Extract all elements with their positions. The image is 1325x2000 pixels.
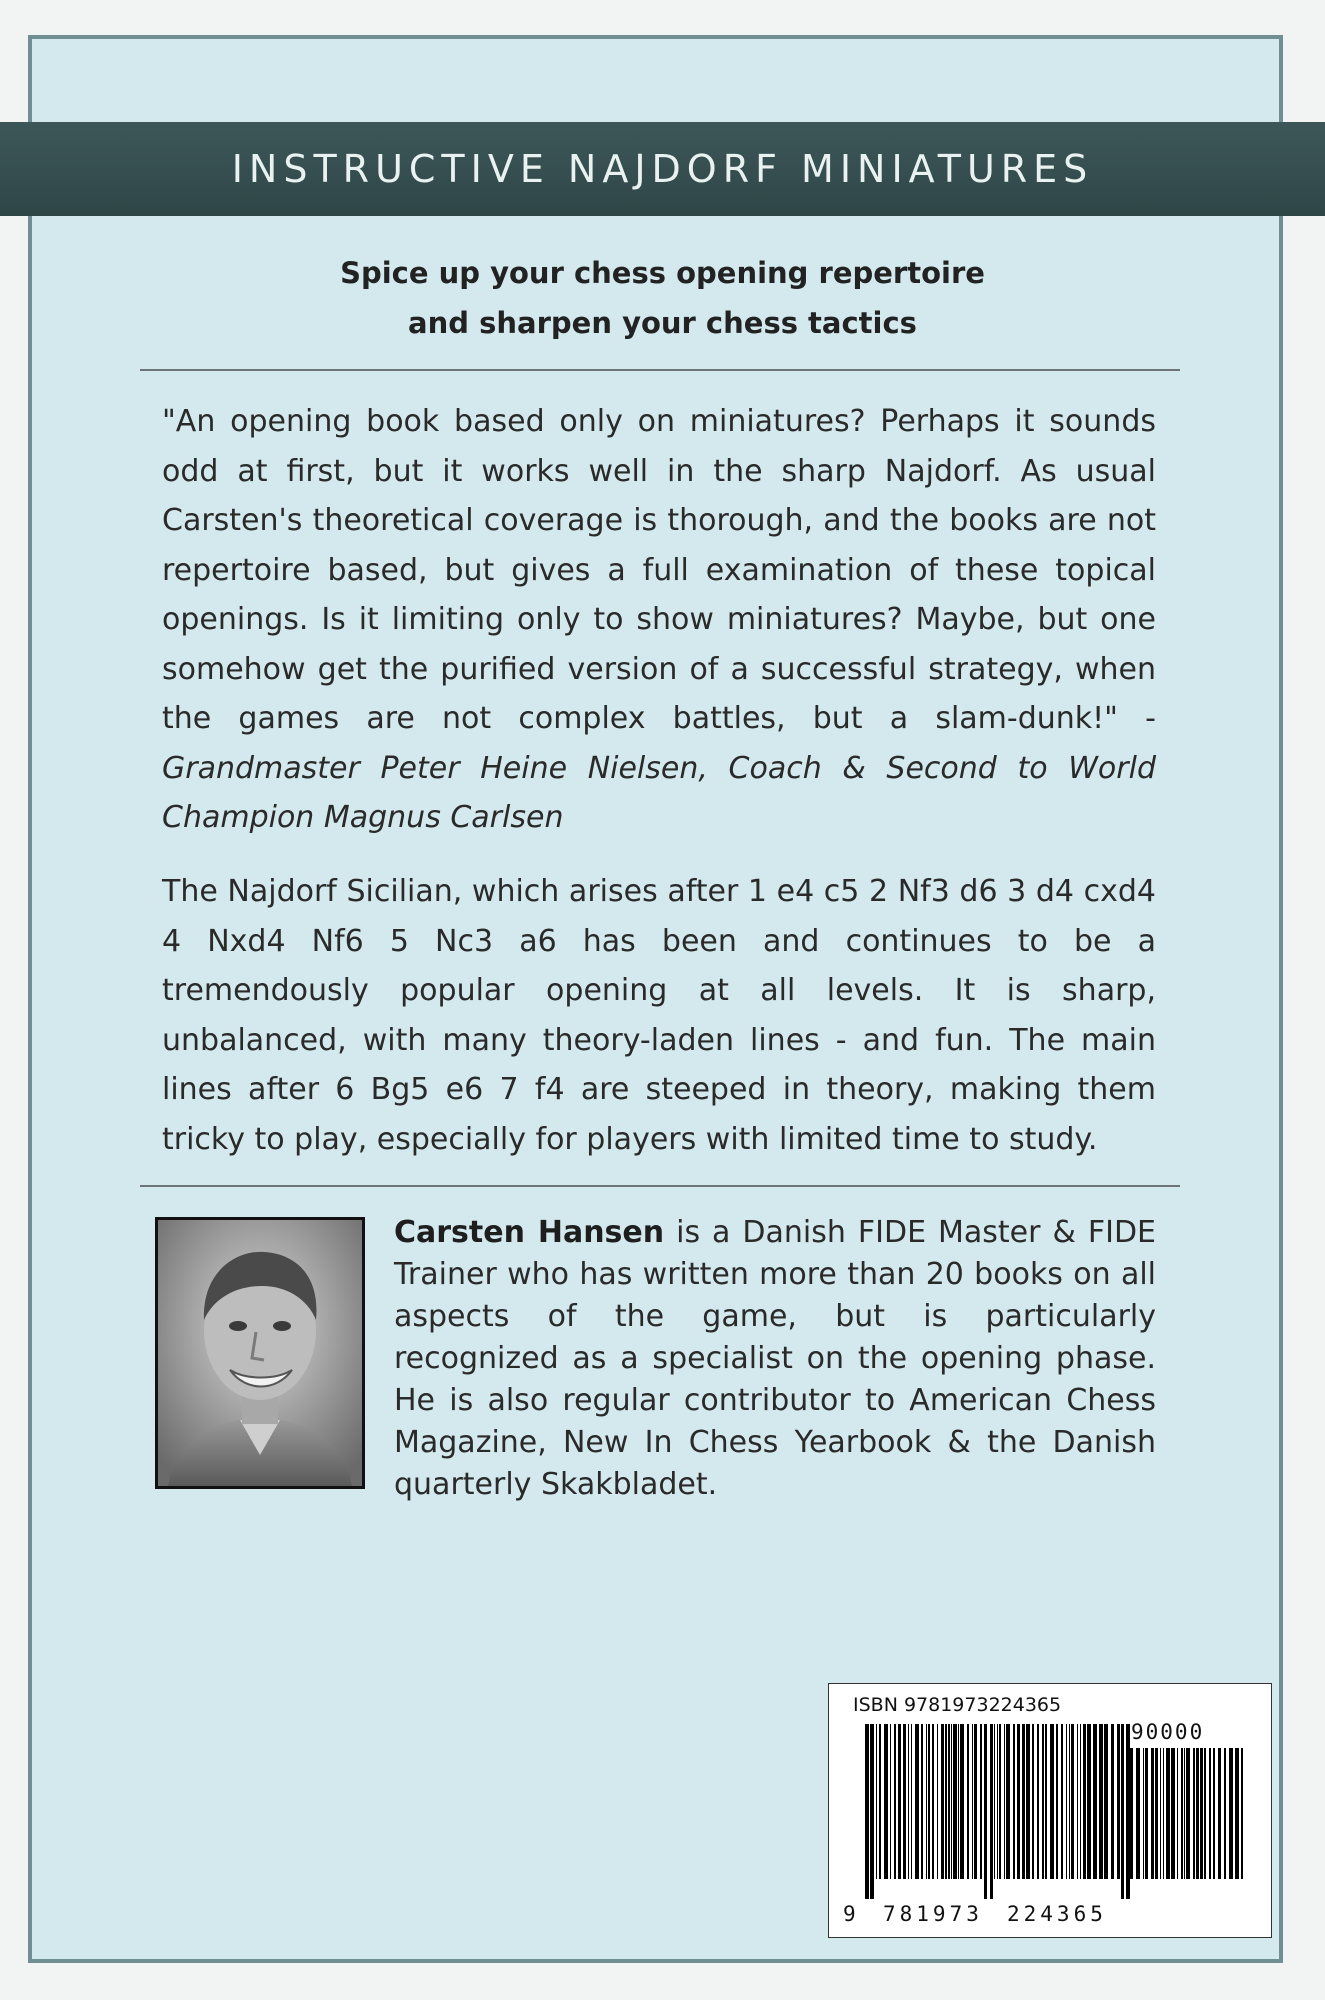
barcode-bar <box>958 1724 959 1879</box>
barcode-bar <box>1163 1748 1164 1879</box>
barcode-bar <box>865 1724 869 1899</box>
barcode-bar <box>1037 1724 1039 1879</box>
barcode-bar <box>876 1724 877 1879</box>
barcode-bar <box>1155 1748 1158 1879</box>
barcode-bar <box>1224 1748 1226 1879</box>
barcode-bar <box>984 1724 987 1899</box>
addon-barcode <box>1127 1748 1247 1899</box>
barcode-bar <box>1066 1724 1067 1879</box>
barcode-bar <box>937 1724 938 1879</box>
barcode-box <box>828 1683 1272 1938</box>
barcode-bar <box>1050 1724 1054 1879</box>
barcode-bar <box>1160 1748 1161 1879</box>
barcode-bar <box>926 1724 927 1879</box>
barcode-bar <box>1121 1724 1124 1899</box>
barcode-bar <box>999 1724 1001 1879</box>
barcode-bar <box>1229 1748 1233 1879</box>
tagline-line-1: Spice up your chess opening repertoire <box>340 256 985 290</box>
barcode-bar <box>960 1724 964 1879</box>
barcode-bar <box>1061 1724 1063 1879</box>
barcode-bar <box>1080 1724 1081 1879</box>
barcode-bar <box>1032 1724 1034 1879</box>
barcode-bar <box>1006 1724 1010 1879</box>
author-photo <box>155 1217 365 1489</box>
barcode-bar <box>898 1724 901 1879</box>
barcode-bar <box>1136 1748 1140 1879</box>
book-title: INSTRUCTIVE NAJDORF MINIATURES <box>231 147 1094 191</box>
author-name: Carsten Hansen <box>394 1215 665 1250</box>
quote-attribution: Grandmaster Peter Heine Nielsen, Coach & Second to World Champion Magnus Carlsen <box>162 750 1156 835</box>
barcode-bar <box>1213 1748 1215 1879</box>
barcode-bar <box>994 1724 995 1879</box>
barcode-bar <box>980 1724 982 1879</box>
barcode-bar <box>921 1724 923 1879</box>
barcode-bar <box>1093 1724 1097 1879</box>
barcode-bar <box>972 1724 973 1879</box>
barcode-bar <box>990 1724 993 1899</box>
barcode-bar <box>915 1724 919 1879</box>
barcode-bar <box>903 1724 906 1879</box>
barcode-bar <box>1209 1748 1211 1879</box>
barcode-bar <box>932 1724 934 1879</box>
divider-top <box>140 369 1180 371</box>
barcode-bar <box>1145 1748 1148 1879</box>
barcode-bar <box>1193 1748 1195 1879</box>
barcode-bar <box>997 1724 998 1879</box>
ean-left-group: 781973 <box>883 1902 983 1926</box>
barcode-bar <box>1241 1748 1243 1879</box>
barcode-bar <box>1004 1724 1005 1879</box>
barcode-bar <box>884 1724 888 1879</box>
barcode-bar <box>1071 1724 1074 1879</box>
barcode-bar <box>1111 1724 1114 1879</box>
barcode-bar <box>1017 1724 1020 1879</box>
tagline-line-2: and sharpen your chess tactics <box>408 306 917 340</box>
barcode-bar <box>1129 1748 1133 1879</box>
barcode-bar <box>1013 1724 1015 1879</box>
barcode-bar <box>1218 1748 1221 1879</box>
barcode-bar <box>1200 1748 1203 1879</box>
barcode-bar <box>928 1724 930 1879</box>
barcode-bar <box>967 1724 969 1879</box>
barcode-bar <box>1143 1748 1144 1879</box>
author-portrait-image <box>158 1220 362 1486</box>
barcode-bar <box>1069 1724 1070 1879</box>
barcode-bar <box>1184 1748 1185 1879</box>
barcode-bar <box>1186 1748 1190 1879</box>
barcode-bar <box>951 1724 952 1879</box>
ean-right-group: 224365 <box>1007 1902 1107 1926</box>
barcode-bar <box>953 1724 957 1879</box>
barcode-bar <box>1166 1748 1170 1879</box>
title-band <box>0 122 1325 216</box>
addon-digits: 90000 <box>1131 1720 1205 1744</box>
barcode-bar <box>1181 1748 1183 1879</box>
barcode-bar <box>1083 1724 1086 1879</box>
barcode-bar <box>1117 1724 1120 1879</box>
book-description: The Najdorf Sicilian, which arises after 1 e4 c5 2 Nf3 d6 3 d4 cxd4 4 Nxd4 Nf6 5 Nc3 a6 has been and continues to be a tremendously popular opening at all levels. It is sharp, unbalanced, with many theory-laden lines - and fun. The main lines after 6 Bg5 e6 7 f4 are steeped in theory, making them tricky to play, especially for players with limited time to study. <box>162 874 1156 1157</box>
ean-barcode <box>863 1724 1135 1899</box>
barcode-bar <box>1042 1724 1044 1879</box>
barcode-bar <box>1196 1748 1199 1879</box>
barcode-bar <box>1077 1724 1078 1879</box>
barcode-bar <box>1104 1724 1108 1879</box>
barcode-bar <box>941 1724 944 1879</box>
barcode-bar <box>908 1724 909 1879</box>
isbn-label: ISBN 9781973224365 <box>853 1694 1062 1716</box>
barcode-bar <box>1099 1724 1103 1879</box>
endorsement-quote <box>162 397 1156 843</box>
barcode-bar <box>879 1724 881 1879</box>
barcode-bar <box>1045 1724 1047 1879</box>
barcode-bar <box>1204 1748 1206 1879</box>
barcode-bar <box>1056 1724 1058 1879</box>
author-bio-text: is a Danish FIDE Master & FIDE Trainer who has written more than 20 books on all aspects of the game, but is particularly recognized as a specialist on the opening phase. He is also regular contributor to American Chess Magazine, New In Chess Yearbook & the Danish quarterly Skakbladet. <box>394 1215 1156 1502</box>
divider-bottom <box>140 1185 1180 1187</box>
barcode-bar <box>1177 1748 1178 1879</box>
barcode-bar <box>911 1724 912 1879</box>
barcode-bar <box>1026 1724 1030 1879</box>
ean-first-digit: 9 <box>843 1902 856 1926</box>
barcode-bar <box>894 1724 896 1879</box>
barcode-bar <box>945 1724 947 1879</box>
barcode-bar <box>870 1724 874 1899</box>
quote-text: "An opening book based only on miniatures? Perhaps it sounds odd at first, but it works well in the sharp Najdorf. As usual Carsten's theoretical coverage is thorough, and the books are not repertoire based, but gives a full examination of these topical openings. Is it limiting only to show miniatures? Maybe, but one somehow get the purified version of a successful strategy, when the games are not complex battles, but a slam-dunk!" - <box>162 404 1156 736</box>
barcode-bar <box>1022 1724 1025 1879</box>
barcode-bar <box>1235 1748 1239 1879</box>
author-bio <box>394 1212 1156 1506</box>
barcode-bar <box>890 1724 891 1879</box>
barcode-bar <box>1151 1748 1154 1879</box>
barcode-bar <box>974 1724 977 1879</box>
barcode-bar <box>1171 1748 1175 1879</box>
barcode-bar <box>1087 1724 1091 1879</box>
tagline <box>140 248 1185 348</box>
barcode-bar <box>948 1724 950 1879</box>
